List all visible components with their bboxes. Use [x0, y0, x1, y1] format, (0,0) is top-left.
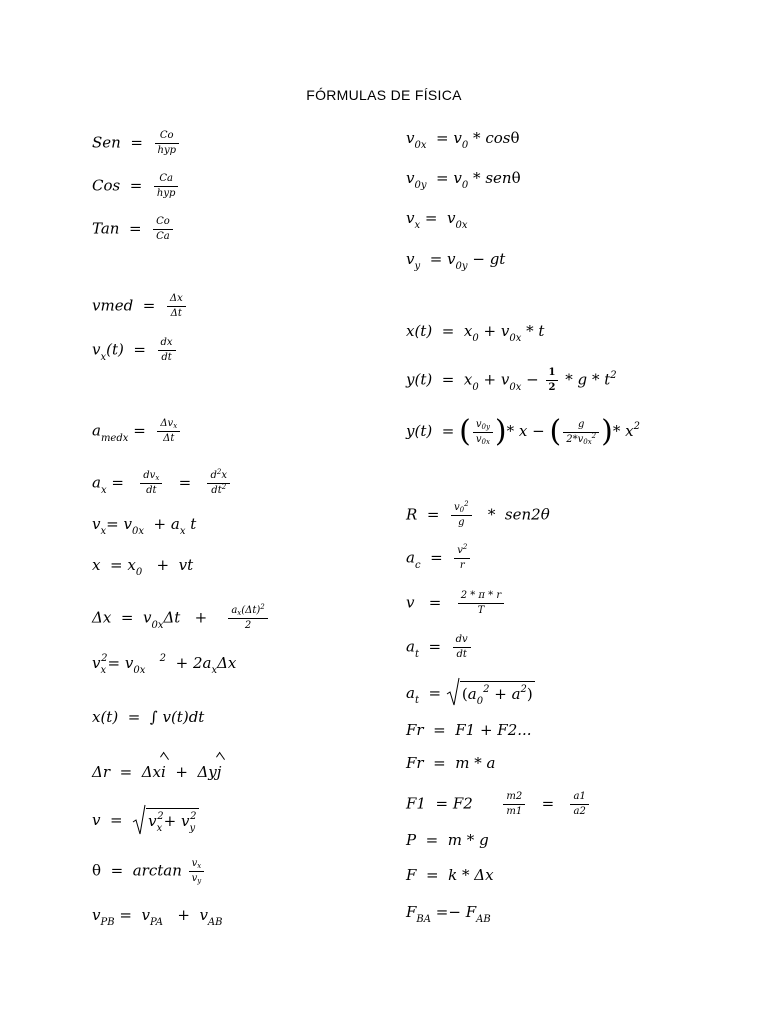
formula-vx-const: $v_x = v_{0x}$: [406, 209, 468, 231]
unit-vector-i: i: [160, 763, 166, 781]
formula-total-a: $a_t$ = $(a_0^2 + a^2)$: [406, 681, 535, 707]
formula-theta: θ = arctan $\frac{v_x}{v_y}$: [92, 858, 206, 885]
formula-vx-t: $v_x(t)$ = $\frac{dx}{dt}$: [92, 337, 178, 364]
unit-vector-j: j: [216, 763, 222, 781]
formula-v0x: $v_{0x} = v_0 * \cos\theta$: [406, 129, 520, 151]
formula-third-law: $F_{BA} =- F_{AB}$: [406, 903, 491, 925]
formula-vx-linear: $v_x= v_{0x} + a_x$ t: [92, 515, 197, 537]
formula-x-integral: x(t) = ∫ v(t)dt: [92, 708, 205, 726]
sqrt-symbol: $(a_0^2 + a^2)$: [446, 681, 535, 707]
formula-delta-r: Δr = Δxi + Δyj: [92, 763, 222, 781]
formula-net-force-sum: Fr = F1 + F2...: [406, 721, 532, 739]
formula-a-med: $a_{medx}$ = $\frac{\Delta v_x}{\Delta t}$: [92, 418, 182, 445]
formula-x-t-projectile: $x(t) = x_0 + v_{0x} * t$: [406, 322, 545, 344]
formula-hooke: F = k * Δx: [406, 866, 494, 884]
formula-centripetal: $a_c$ = $\frac{v^2}{r}$: [406, 545, 472, 572]
formula-weight: P = m * g: [406, 831, 489, 849]
formula-y-t-projectile: $y(t) = x_0 + v_{0x}$ − $\frac{1}{2}$ * g * $t^2$: [406, 367, 617, 393]
formula-v-magnitude: v = $v_x^2+ v_y^2$: [92, 808, 199, 834]
formula-action-reaction-ratio: F1 = F2 $\frac{m2}{m1}$ = $\frac{a1}{a2}$: [406, 791, 591, 818]
formula-vmed: vmed = $\frac{\Delta x}{\Delta t}$: [92, 293, 188, 320]
formula-sen: Sen = $\frac{Co}{\text{hyp}}$: [92, 130, 181, 157]
formula-tan: Tan = $\frac{Co}{Ca}$: [92, 216, 175, 243]
formula-ax: $a_x$ = $\frac{dv_x}{dt}$ = $\frac{d^2x}{dt^2}$: [92, 470, 232, 497]
formula-tangential-v: v = $\frac{2 * \pi * r}{T}$: [406, 590, 506, 617]
formula-v0y: $v_{0y} = v_0 * sen\theta$: [406, 169, 521, 191]
formula-y-trajectory: y(t) = ( $\frac{v_{0y}}{v_{0x}}$ )* x − ( $\frac{g}{2*v_{0x}^2}$ )* $x^2$: [406, 414, 640, 449]
formula-relative-velocity: $v_{PB} = v_{PA}$ + $v_{AB}$: [92, 906, 223, 928]
formula-delta-x: $\Delta x = v_{0x}\Delta t$ + $\frac{a_x(\Delta t)^2}{2}$: [92, 605, 270, 632]
formula-vy: $v_y = v_{0y}$ − gt: [406, 250, 506, 272]
sqrt-symbol: $v_x^2+ v_y^2$: [132, 808, 198, 834]
formula-net-force-ma: Fr = m * a: [406, 754, 496, 772]
formula-torricelli: $v_x^2= v_{0x}$ $^2 + 2a_x\Delta x$: [92, 653, 237, 676]
formula-tangential-a: $a_t$ = $\frac{dv}{dt}$: [406, 634, 473, 661]
formula-cos: Cos = $\frac{Ca}{\text{hyp}}$: [92, 173, 180, 200]
formula-range: R = $\frac{v_0^2}{g}$ * sen2θ: [406, 500, 550, 528]
page-title: FÓRMULAS DE FÍSICA: [306, 87, 462, 103]
formula-x-position: $x = x_0$ + vt: [92, 556, 194, 578]
